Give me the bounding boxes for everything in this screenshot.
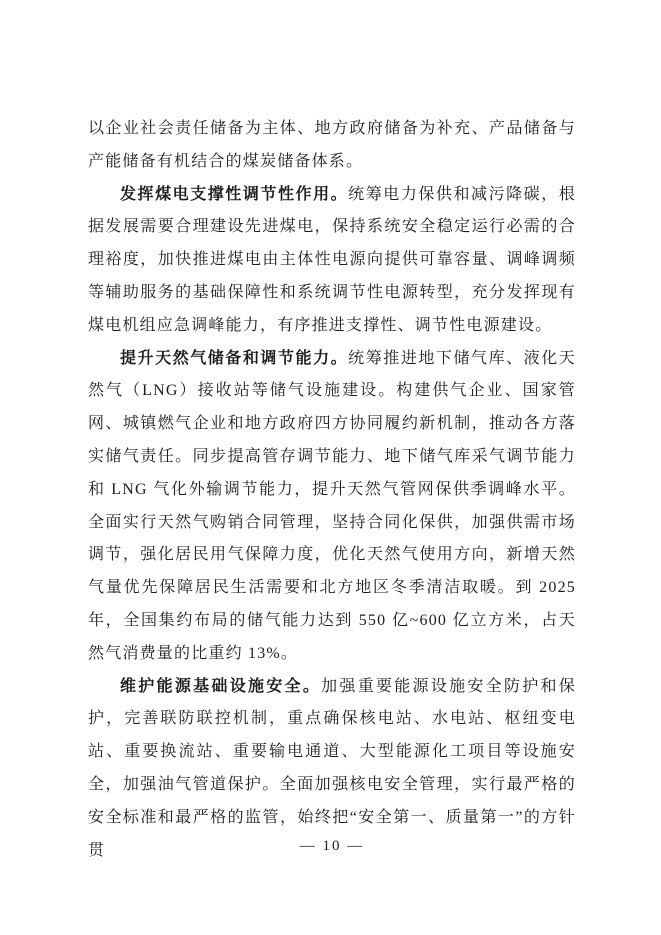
page-footer — [88, 838, 576, 855]
paragraph-lead: 发挥煤电支撑性调节性作用。 — [120, 185, 349, 203]
paragraph — [88, 179, 576, 343]
paragraph-lead: 维护能源基础设施安全。 — [120, 677, 322, 695]
document-body — [88, 113, 576, 867]
paragraph — [88, 343, 576, 671]
paragraph-lead: 提升天然气储备和调节能力。 — [120, 349, 349, 367]
paragraph-text: 加强重要能源设施安全防护和保护，完善联防联控机制，重点确保核电站、水电站、枢纽变电站、重要换流站、重要输电通道、大型能源化工项目等设施安全，加强油气管道保护。全面加强核电安全管理，实行最严格的安全标准和最严格的监管，始终把“安全第一、质量第一”的方针贯 — [88, 677, 577, 859]
paragraph — [88, 113, 576, 179]
paragraph-text: 统筹推进地下储气库、液化天然气（LNG）接收站等储气设施建设。构建供气企业、国家管网、城镇燃气企业和地方政府四方协同履约新机制，推动各方落实储气责任。同步提高管存调节能力、地下储气库采气调节能力和 LNG 气化外输调节能力，提升天然气管网保供季调峰水平。全面实行天然气购销合同管理，坚持合同化保供，加强供需市场调节，强化居民用气保障力度，优化天然气使用方向，新增天然气量优先保障居民生活需要和北方地区冬季清洁取暖。到 2025 年，全国集约布局的储气能力达到 550 亿~600 亿立方米，占天然气消费量的比重约 13%。 — [88, 349, 576, 662]
paragraph-text: 以企业社会责任储备为主体、地方政府储备为补充、产品储备与产能储备有机结合的煤炭储备体系。 — [88, 120, 576, 170]
page-number: — 10 — — [299, 838, 365, 854]
paragraph-text: 统筹电力保供和减污降碳，根据发展需要合理建设先进煤电，保持系统安全稳定运行必需的合理裕度，加快推进煤电由主体性电源向提供可靠容量、调峰调频等辅助服务的基础保障性和系统调节性电源转型，充分发挥现有煤电机组应急调峰能力，有序推进支撑性、调节性电源建设。 — [88, 185, 576, 334]
